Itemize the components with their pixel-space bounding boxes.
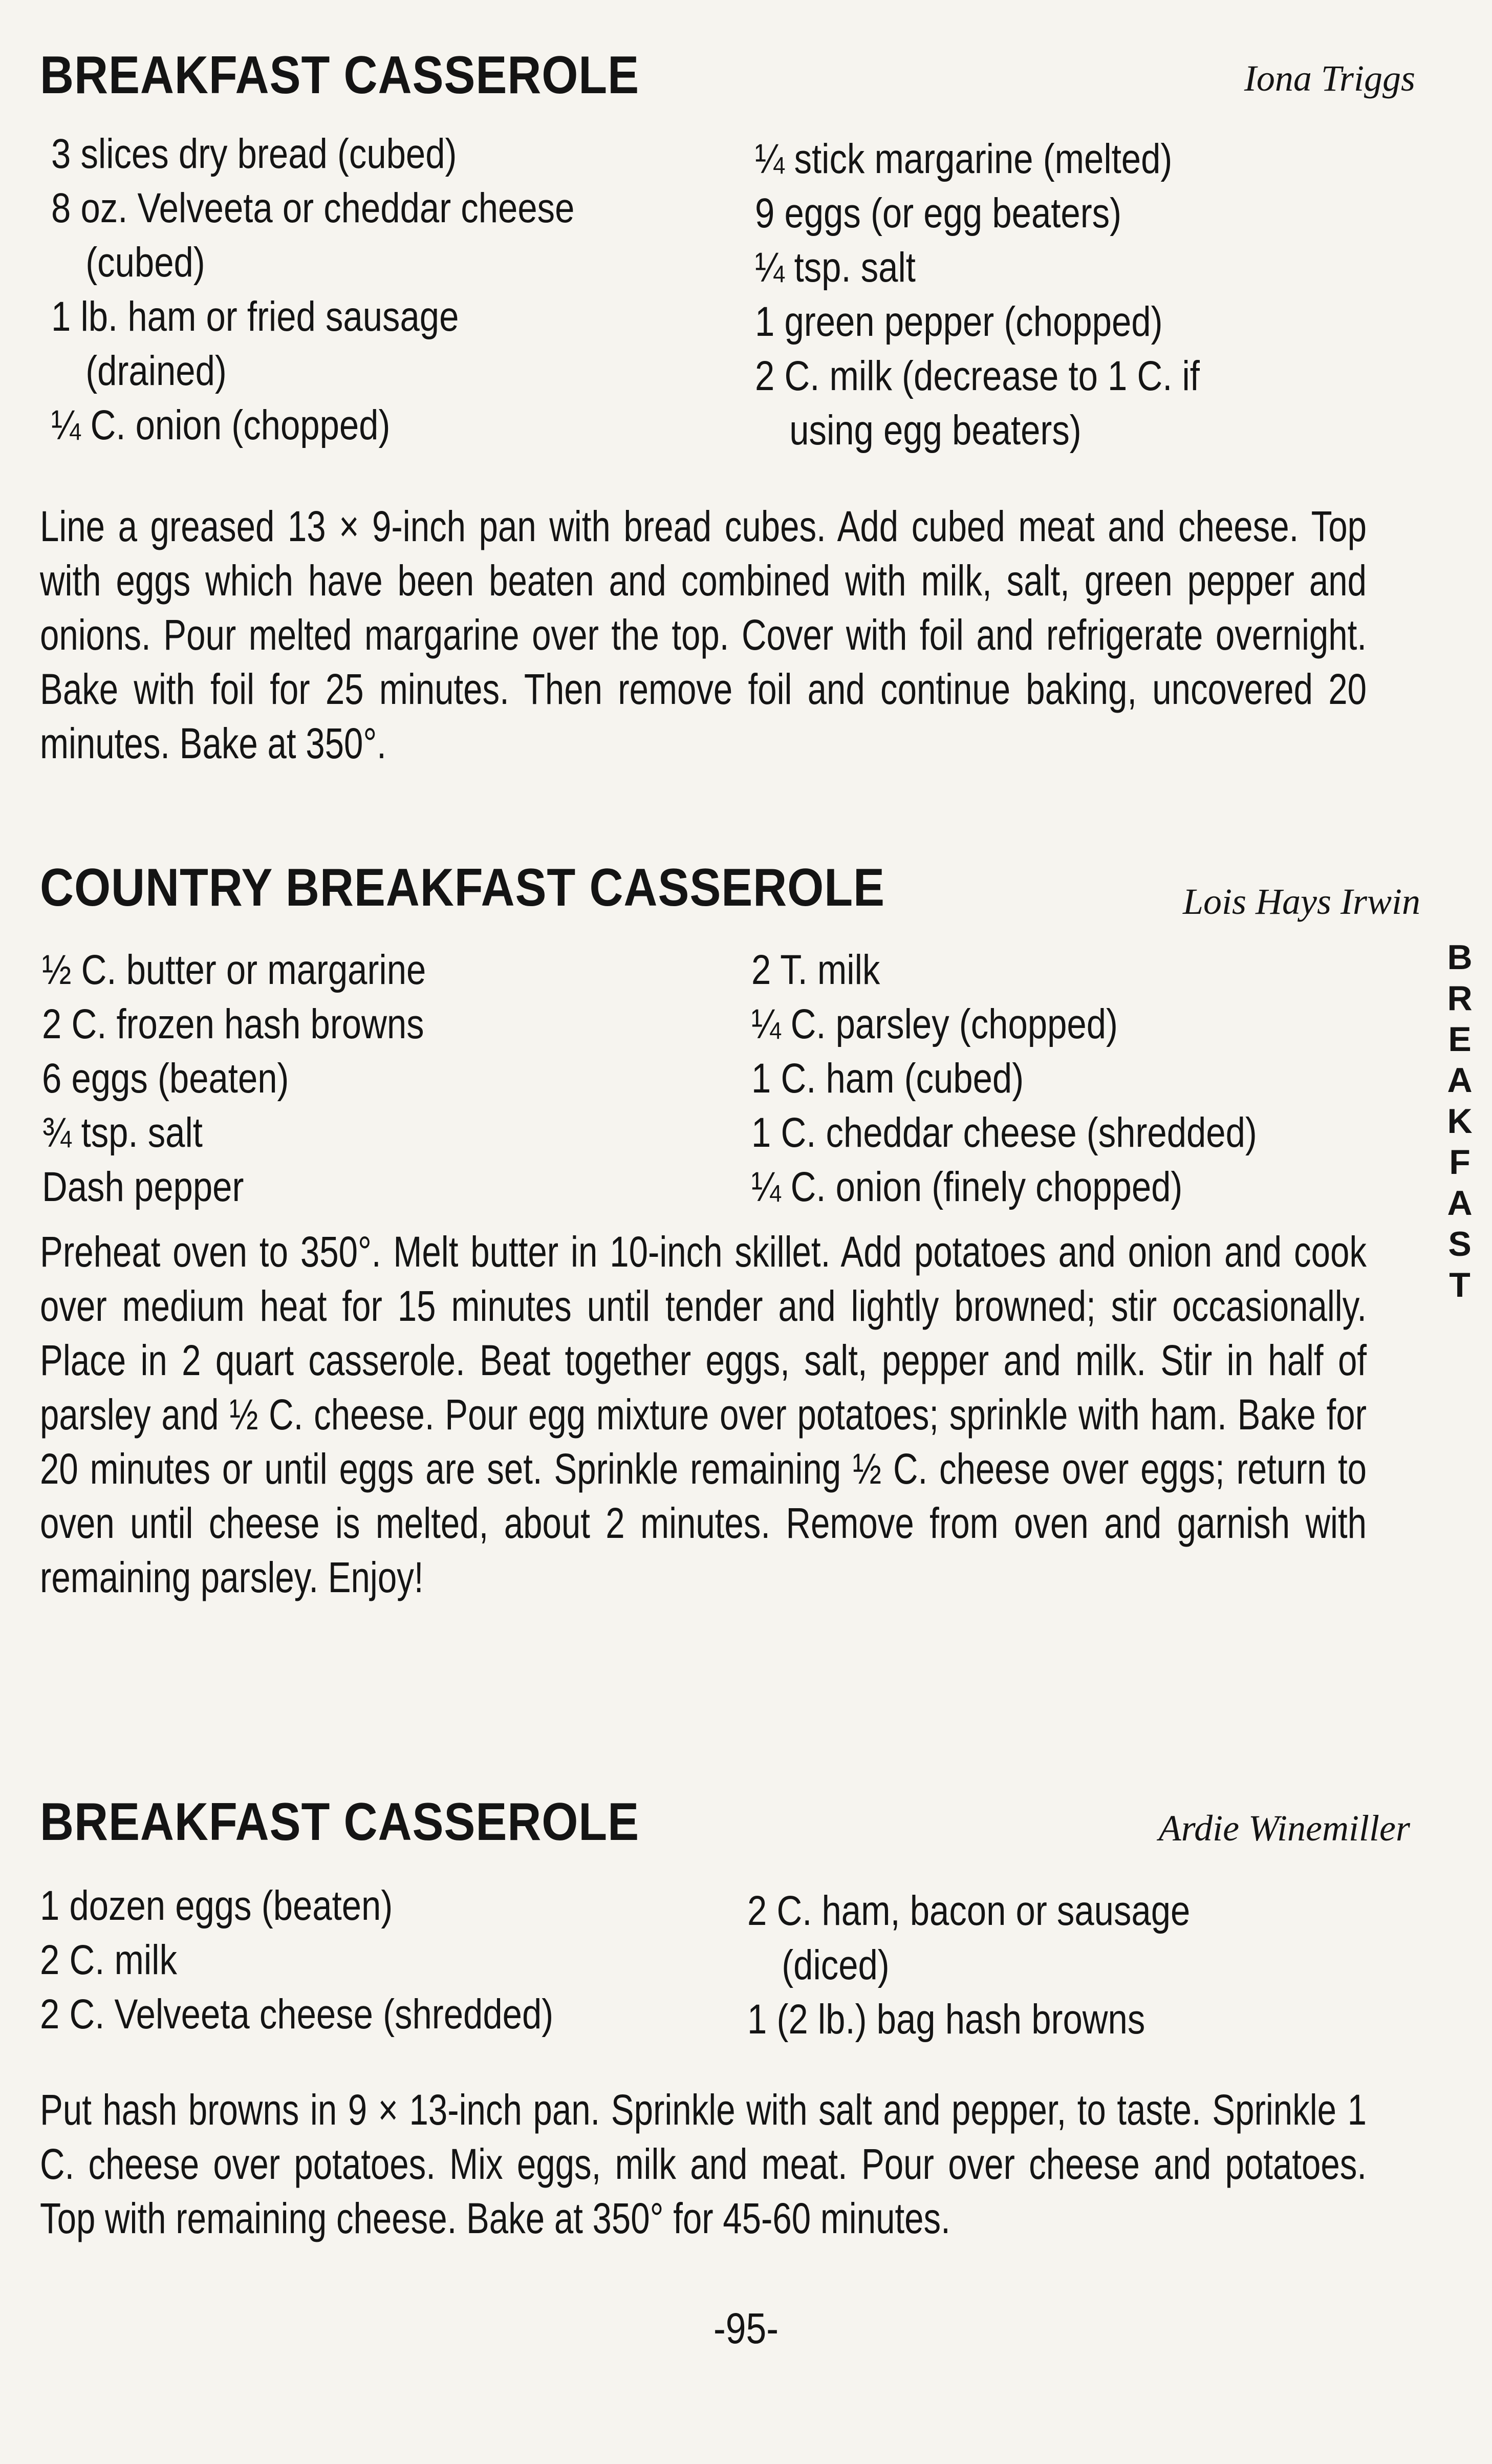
ingredient-list-left [40, 1879, 651, 2042]
ingredient-item: 2 C. milk [40, 1937, 177, 1983]
ingredient-item: ¼ C. onion (finely chopped) [751, 1164, 1183, 1210]
ingredient-item: 2 C. milk (decrease to 1 C. if using egg beaters) [755, 353, 1200, 454]
ingredient-item: 1 C. ham (cubed) [751, 1055, 1024, 1102]
side-tab-letter: A [1447, 1184, 1473, 1223]
side-tab-letter: B [1447, 938, 1473, 977]
side-tab-letter: T [1449, 1266, 1471, 1304]
ingredient-item: ¼ C. parsley (chopped) [751, 1001, 1118, 1047]
ingredient-item: 6 eggs (beaten) [42, 1055, 289, 1102]
ingredient-item: 2 C. ham, bacon or sausage (diced) [747, 1888, 1191, 1988]
side-tab-letter: S [1448, 1225, 1472, 1263]
ingredient-item: 1 green pepper (chopped) [755, 298, 1163, 345]
ingredient-item: ¼ tsp. salt [755, 244, 916, 291]
recipe-author: Lois Hays Irwin [1182, 881, 1420, 922]
ingredient-list-right [751, 943, 1353, 1214]
ingredient-item: ¾ tsp. salt [42, 1109, 203, 1156]
recipe-title: BREAKFAST CASSEROLE [40, 46, 640, 105]
recipe-title: BREAKFAST CASSEROLE [40, 1792, 640, 1852]
ingredient-item: 1 C. cheddar cheese (shredded) [751, 1109, 1257, 1156]
recipe-directions: Preheat oven to 350°. Melt butter in 10-inch skillet. Add potatoes and onion and cook over medium heat for 15 minutes until tender and lightly browned; stir occasionally. Place in 2 quart casserole. Beat together eggs, salt, pepper and milk. Stir in half of parsley and ½ C. cheese. Pour egg mixture over potatoes; sprinkle with ham. Bake for 20 minutes or until eggs are set. Sprinkle remaining ½ C. cheese over eggs; return to oven until cheese is melted, about 2 minutes. Remove from oven and garnish with remaining parsley. Enjoy! [40, 1228, 1367, 1601]
ingredient-item: 1 (2 lb.) bag hash browns [747, 1996, 1145, 2043]
recipe-directions: Put hash browns in 9 × 13-inch pan. Sprinkle with salt and pepper, to taste. Sprinkle 1 C. cheese over potatoes. Mix eggs, milk and meat. Pour over cheese and potatoes. Top with remaining cheese. Bake at 350° for 45-60 minutes. [40, 2086, 1367, 2242]
ingredient-list-right [755, 132, 1284, 458]
recipe-directions: Line a greased 13 × 9-inch pan with bread cubes. Add cubed meat and cheese. Top with eggs which have been beaten and combined with milk, salt, green pepper and onions. Pour melted margarine over the top. Cover with foil and refrigerate overnight. Bake with foil for 25 minutes. Then remove foil and continue baking, uncovered 20 minutes. Bake at 350°. [40, 502, 1367, 767]
ingredient-item: 2 C. Velveeta cheese (shredded) [40, 1991, 554, 2038]
section-side-tab [1444, 937, 1475, 1305]
ingredient-item: Dash pepper [42, 1164, 244, 1210]
ingredient-item: 2 T. milk [751, 947, 880, 993]
ingredient-item: 9 eggs (or egg beaters) [755, 190, 1122, 237]
ingredient-item: 2 C. frozen hash browns [42, 1001, 424, 1047]
ingredient-item: 1 dozen eggs (beaten) [40, 1882, 393, 1929]
ingredient-item: ¼ stick margarine (melted) [755, 136, 1173, 182]
side-tab-letter: F [1449, 1143, 1471, 1182]
ingredient-item: ¼ C. onion (chopped) [51, 402, 391, 448]
side-tab-letter: A [1447, 1061, 1473, 1100]
side-tab-letter: R [1447, 979, 1473, 1018]
ingredient-list-left [51, 127, 674, 453]
ingredient-item: 8 oz. Velveeta or cheddar cheese (cubed) [51, 185, 575, 286]
ingredient-list-right [747, 1884, 1274, 2047]
ingredient-item: 1 lb. ham or fried sausage (drained) [51, 293, 459, 394]
recipe-title: COUNTRY BREAKFAST CASSEROLE [40, 858, 885, 917]
ingredient-list-left [42, 943, 499, 1214]
ingredient-item: ½ C. butter or margarine [42, 947, 426, 993]
recipe-author: Ardie Winemiller [1158, 1808, 1410, 1849]
page-number: -95- [713, 2304, 779, 2352]
side-tab-letter: E [1448, 1020, 1472, 1059]
ingredient-item: 3 slices dry bread (cubed) [51, 131, 457, 177]
side-tab-letter: K [1447, 1102, 1473, 1141]
recipe-author: Iona Triggs [1244, 58, 1415, 99]
